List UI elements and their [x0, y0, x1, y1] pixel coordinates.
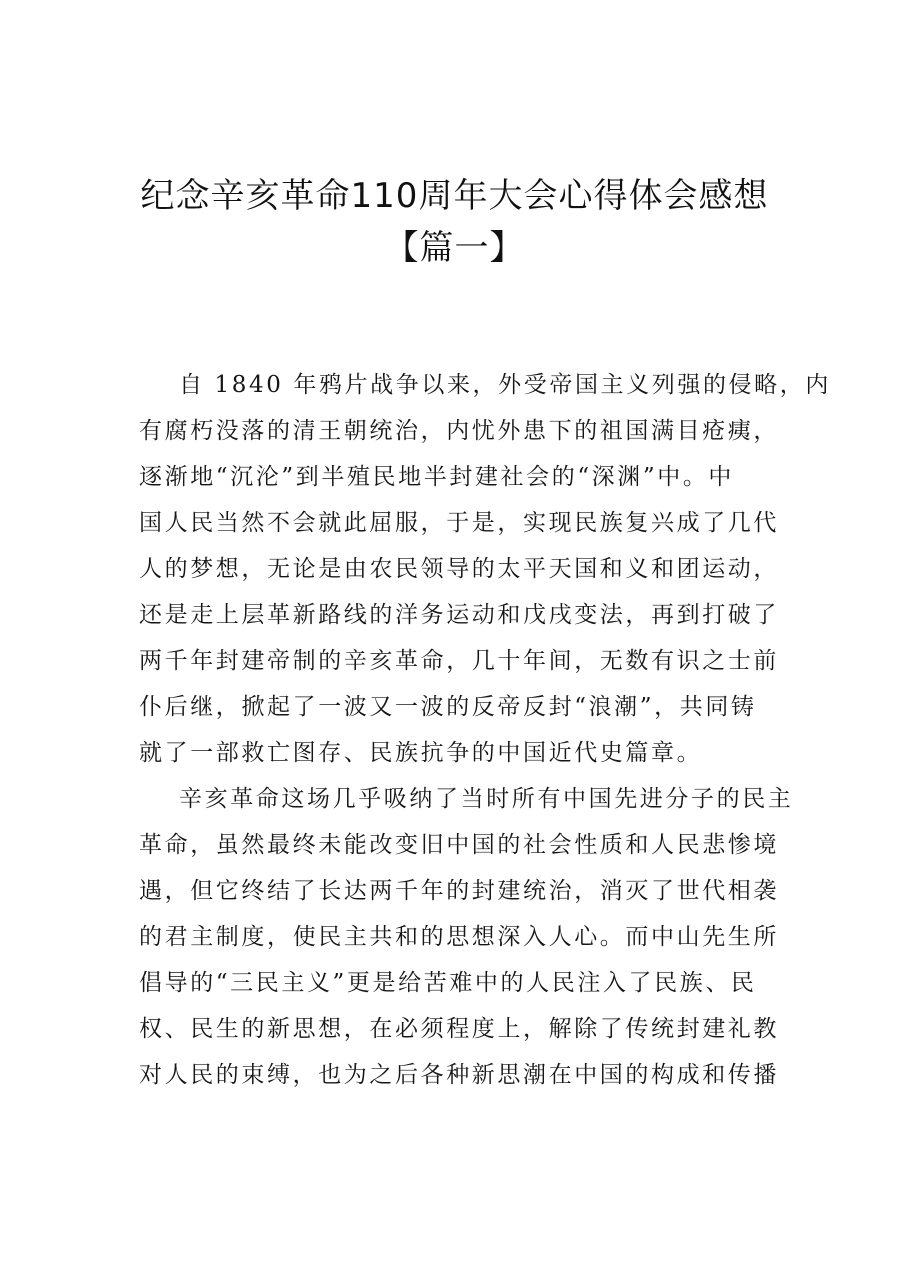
text-line: 仆后继，掀起了一波又一波的反帝反封“浪潮”，共同铸 [139, 694, 757, 720]
document-body [139, 362, 831, 1098]
text-line: 国人民当然不会就此屈服，于是，实现民族复兴成了几代 [139, 510, 779, 536]
paragraph-2 [139, 776, 794, 1098]
text-line: 辛亥革命这场几乎吸纳了当时所有中国先进分子的民主 [179, 786, 794, 812]
text-line: 对人民的束缚，也为之后各种新思潮在中国的构成和传播 [139, 1062, 779, 1088]
document-subtitle: 【篇一】 [384, 228, 525, 268]
text-line: 人的梦想，无论是由农民领导的太平天国和义和团运动， [139, 556, 779, 582]
text-line: 遇，但它终结了长达两千年的封建统治，消灭了世代相袭 [139, 878, 779, 904]
text-line: 逐渐地“沉沦”到半殖民地半封建社会的“深渊”中。中 [139, 464, 735, 490]
text-line: 革命，虽然最终未能改变旧中国的社会性质和人民悲惨境 [139, 832, 779, 858]
text-line: 就了一部救亡图存、民族抗争的中国近代史篇章。 [139, 740, 703, 766]
text-line: 自 1840 年鸦片战争以来，外受帝国主义列强的侵略，内 [179, 372, 831, 398]
text-line: 还是走上层革新路线的洋务运动和戊戌变法，再到打破了 [139, 602, 779, 628]
text-line: 两千年封建帝制的辛亥革命，几十年间，无数有识之士前 [139, 648, 779, 674]
paragraph-1 [139, 362, 831, 776]
document-title: 纪念辛亥革命110周年大会心得体会感想 [140, 176, 769, 216]
text-line: 权、民生的新思想，在必须程度上，解除了传统封建礼教 [139, 1016, 779, 1042]
text-line: 有腐朽没落的清王朝统治，内忧外患下的祖国满目疮痍， [139, 418, 779, 444]
text-line: 的君主制度，使民主共和的思想深入人心。而中山先生所 [139, 924, 779, 950]
text-line: 倡导的“三民主义”更是给苦难中的人民注入了民族、民 [139, 970, 757, 996]
